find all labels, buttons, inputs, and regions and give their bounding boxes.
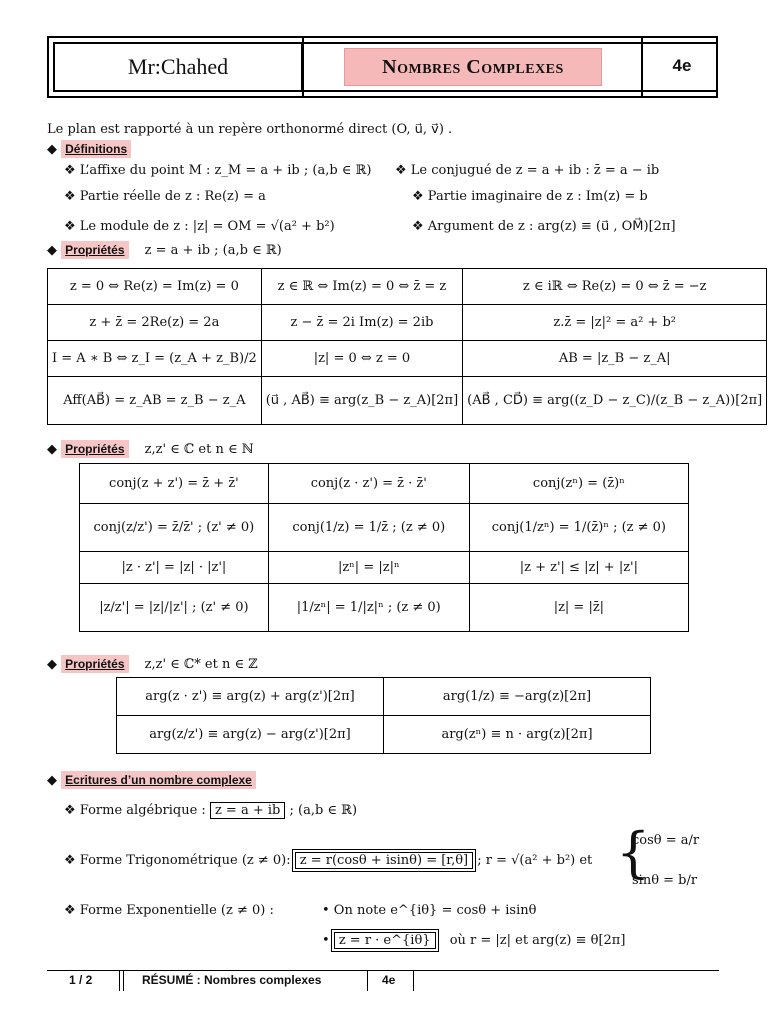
forme-exponentielle: ❖ Forme Exponentielle (z ≠ 0) : [64,903,274,918]
footer-resume: RÉSUMÉ : Nombres complexes [142,973,322,987]
table-row: conj(z/z') = z̄/z̄' ; (z' ≠ 0) conj(1/z) = 1/z̄ ; (z ≠ 0) conj(1/zⁿ) = 1/(z̄)ⁿ ; (z ≠ 0) [80,504,689,552]
expo-note: • On note e^{iθ} = cosθ + isinθ [322,903,537,918]
author-name: Mr:Chahed [127,54,229,79]
def-partie-reelle: ❖ Partie réelle de z : Re(z) = a [64,189,266,204]
table-row: |z/z'| = |z|/|z'| ; (z' ≠ 0) |1/zⁿ| = 1/|z|ⁿ ; (z ≠ 0) |z| = |z̄| [80,584,689,632]
diamond-icon: ◆ [47,442,57,457]
def-conjugue: ❖ Le conjugué de z = a + ib : z̄ = a − ib [395,163,660,178]
page-title: Nombres Complexes [344,48,602,86]
sin-line: sinθ = b/r [632,873,698,888]
diamond-icon: ◆ [47,773,57,788]
props3-table [116,677,651,754]
forme-trigonometrique: ❖ Forme Trigonométrique (z ≠ 0): z = r(cosθ + isinθ) = [r,θ] ; r = √(a² + b²) et [64,853,593,868]
props2-heading: ◆ Propriétés z,z' ∈ ℂ et n ∈ ℕ [47,442,254,457]
table-row: conj(z + z') = z̄ + z̄' conj(z · z') = z̄ · z̄' conj(zⁿ) = (z̄)ⁿ [80,464,689,504]
props1-heading: ◆ Propriétés z = a + ib ; (a,b ∈ ℝ) [47,243,282,258]
props3-heading: ◆ Propriétés z,z' ∈ ℂ* et n ∈ ℤ [47,657,258,672]
diamond-icon: ◆ [47,243,57,258]
formula-box: z = r(cosθ + isinθ) = [r,θ] [295,852,473,869]
expo-formula-line: • z = r · e^{iθ} où r = |z| et arg(z) ≡ θ[2π] [322,933,626,948]
definitions-heading: ◆ Définitions [47,141,131,158]
brace-icon: { [616,821,651,884]
props2-table [79,463,689,632]
table-row: Aff(AB⃗) = z_AB = z_B − z_A (u⃗ , AB⃗) ≡ arg(z_B − z_A)[2π] (AB⃗ , CD⃗) ≡ arg((z_D − z_C)/(z_B − z_A))[2π] [48,377,767,425]
def-module: ❖ Le module de z : |z| = OM = √(a² + b²) [64,219,335,234]
table-row: z = 0 ⇔ Re(z) = Im(z) = 0 z ∈ ℝ ⇔ Im(z) = 0 ⇔ z̄ = z z ∈ iℝ ⇔ Re(z) = 0 ⇔ z̄ = −z [48,269,767,305]
def-affixe: ❖ L’affixe du point M : z_M = a + ib ; (a,b ∈ ℝ) [64,163,372,178]
props1-table [47,268,767,425]
table-row: |z · z'| = |z| · |z'| |zⁿ| = |z|ⁿ |z + z'| ≤ |z| + |z'| [80,552,689,584]
cos-line: cosθ = a/r [632,833,700,848]
header-frame [47,36,718,98]
diamond-icon: ◆ [47,142,57,157]
ecritures-heading: ◆ Ecritures d’un nombre complexe [47,772,256,789]
intro-text: Le plan est rapporté à un repère orthonormé direct (O, u⃗, v⃗) . [47,122,453,137]
author-box [53,42,303,92]
table-row: I = A ∗ B ⇔ z_I = (z_A + z_B)/2 |z| = 0 ⇔ z = 0 AB = |z_B − z_A| [48,341,767,377]
def-partie-imaginaire: ❖ Partie imaginaire de z : Im(z) = b [412,189,648,204]
grade-label: 4e [672,56,692,75]
table-row: z + z̄ = 2Re(z) = 2a z − z̄ = 2i Im(z) = 2ib z.z̄ = |z|² = a² + b² [48,305,767,341]
footer-grade: 4e [382,973,396,987]
diamond-icon: ◆ [47,657,57,672]
table-row: arg(z/z') ≡ arg(z) − arg(z')[2π] arg(zⁿ) ≡ n · arg(z)[2π] [117,716,651,754]
page-number: 1 / 2 [69,973,93,987]
formula-box: z = a + ib [210,802,285,819]
footer [47,970,719,993]
forme-algebrique: ❖ Forme algébrique : z = a + ib ; (a,b ∈ ℝ) [64,803,358,818]
table-row: arg(z · z') ≡ arg(z) + arg(z')[2π] arg(1/z) ≡ −arg(z)[2π] [117,678,651,716]
formula-box: z = r · e^{iθ} [334,932,436,949]
def-argument: ❖ Argument de z : arg(z) ≡ (u⃗ , OM⃗)[2π] [412,219,676,234]
